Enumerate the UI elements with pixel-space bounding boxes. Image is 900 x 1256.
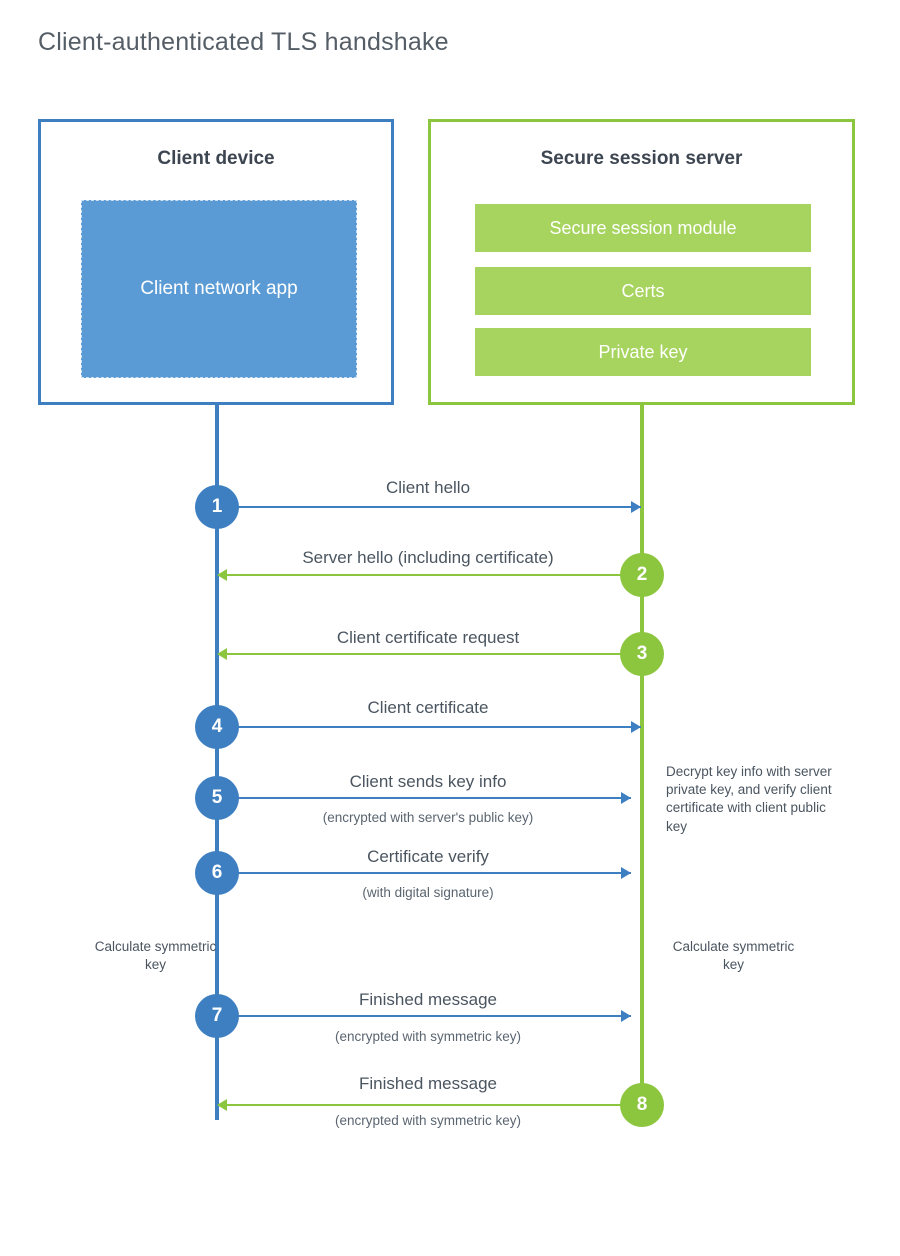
server-certs-block: Certs [475, 267, 811, 315]
step-badge-8: 8 [620, 1083, 664, 1127]
step-8-arrow-line [226, 1104, 644, 1106]
client-device-title: Client device [157, 148, 275, 169]
step-7-sublabel: (encrypted with symmetric key) [334, 1029, 522, 1044]
step-5-sublabel: (encrypted with server's public key) [322, 810, 534, 825]
step-1-arrow-head [631, 501, 641, 513]
secure-session-server-title: Secure session server [540, 148, 743, 169]
server-module-block: Secure session module [475, 204, 811, 252]
step-badge-1: 1 [195, 485, 239, 529]
step-3-arrow-line [226, 653, 644, 655]
step-badge-2: 2 [620, 553, 664, 597]
server-calculate-note: Calculate symmetric key [672, 939, 795, 973]
secure-session-server-box [428, 119, 855, 405]
step-badge-7: 7 [195, 994, 239, 1038]
client-network-app-block: Client network app [81, 200, 357, 378]
step-3-arrow-head [217, 648, 227, 660]
step-6-arrow-line [217, 872, 631, 874]
server-private-key-block: Private key [475, 328, 811, 376]
step-8-arrow-head [217, 1099, 227, 1111]
step-6-sublabel: (with digital signature) [362, 885, 494, 900]
step-2-arrow-line [226, 574, 644, 576]
step-7-arrow-head [621, 1010, 631, 1022]
step-6-arrow-head [621, 867, 631, 879]
step-2-label: Server hello (including certificate) [302, 548, 554, 567]
client-device-box [38, 119, 394, 405]
step-1-label: Client hello [385, 478, 471, 497]
step-badge-4: 4 [195, 705, 239, 749]
step-badge-3: 3 [620, 632, 664, 676]
step-6-label: Certificate verify [367, 847, 489, 866]
step-4-label: Client certificate [367, 698, 489, 717]
step-7-label: Finished message [359, 990, 497, 1009]
step-1-arrow-line [217, 506, 641, 508]
step-5-arrow-line [217, 797, 631, 799]
step-4-arrow-line [217, 726, 641, 728]
step-3-label: Client certificate request [336, 628, 520, 647]
step-8-sublabel: (encrypted with symmetric key) [334, 1113, 522, 1128]
step-badge-6: 6 [195, 851, 239, 895]
step-2-arrow-head [217, 569, 227, 581]
client-calculate-note: Calculate symmetric key [94, 939, 217, 973]
page-title: Client-authenticated TLS handshake [38, 28, 449, 56]
step-7-arrow-line [217, 1015, 631, 1017]
step-5-label: Client sends key info [349, 772, 507, 791]
step-badge-5: 5 [195, 776, 239, 820]
step-4-arrow-head [631, 721, 641, 733]
step-5-arrow-head [621, 792, 631, 804]
step-8-label: Finished message [359, 1074, 497, 1093]
server-decrypt-note: Decrypt key info with server private key, and verify client certificate with client public key [666, 764, 832, 834]
